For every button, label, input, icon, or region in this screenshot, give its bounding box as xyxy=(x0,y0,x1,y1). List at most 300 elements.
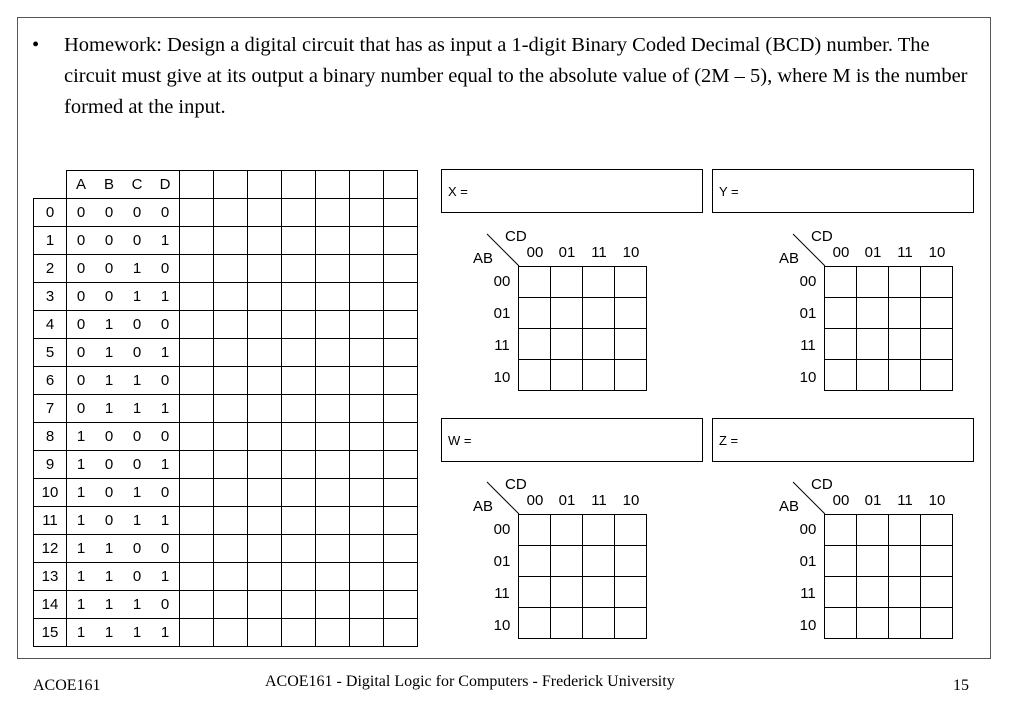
truth-table-row xyxy=(34,311,418,339)
blank-cell xyxy=(316,255,350,283)
blank-cell xyxy=(282,311,316,339)
cell-a: 0 xyxy=(67,283,96,311)
cell-a: 1 xyxy=(67,451,96,479)
cell-c: 1 xyxy=(123,255,151,283)
cell-c: 0 xyxy=(123,199,151,227)
kmap-row-header: 01 xyxy=(493,553,511,570)
footer-course-title: ACOE161 - Digital Logic for Computers - Frederick University xyxy=(265,673,675,690)
blank-cell xyxy=(214,619,248,647)
kmap-cell xyxy=(921,329,953,360)
kmap-cell xyxy=(889,546,921,577)
kmap-col-header: 00 xyxy=(832,244,850,261)
blank-cell xyxy=(214,535,248,563)
cell-d: 1 xyxy=(151,395,180,423)
kmap-cell xyxy=(519,267,551,298)
kmap-cell xyxy=(615,608,647,639)
kmap-cell xyxy=(857,329,889,360)
kmap-cell xyxy=(825,298,857,329)
row-index: 15 xyxy=(34,619,67,647)
kmap-col-header: 10 xyxy=(622,492,640,509)
kmap-cell xyxy=(583,298,615,329)
kmap-cell xyxy=(519,360,551,391)
kmap-row-header: 10 xyxy=(799,617,817,634)
blank-cell xyxy=(248,395,282,423)
blank-cell xyxy=(180,311,214,339)
blank-cell xyxy=(384,395,418,423)
kmap-ab-label: AB xyxy=(473,498,494,515)
cell-d: 1 xyxy=(151,339,180,367)
kmap-cell xyxy=(921,546,953,577)
blank-cell xyxy=(316,535,350,563)
blank-cell xyxy=(384,199,418,227)
blank-cell xyxy=(282,227,316,255)
kmap-row-header: 00 xyxy=(493,273,511,290)
cell-c: 0 xyxy=(123,563,151,591)
kmap-cell xyxy=(551,267,583,298)
cell-d: 1 xyxy=(151,227,180,255)
kmap-y xyxy=(779,228,989,398)
blank-cell xyxy=(282,423,316,451)
cell-b: 0 xyxy=(95,283,123,311)
kmap-cell xyxy=(825,608,857,639)
blank-cell xyxy=(180,283,214,311)
cell-c: 0 xyxy=(123,423,151,451)
kmap-col-header: 00 xyxy=(832,492,850,509)
blank-cell xyxy=(316,507,350,535)
kmap-col-header: 11 xyxy=(897,492,913,509)
kmap-grid-row xyxy=(825,577,953,608)
cell-d: 0 xyxy=(151,535,180,563)
row-index: 3 xyxy=(34,283,67,311)
blank-cell xyxy=(316,451,350,479)
cell-d: 1 xyxy=(151,563,180,591)
kmap-cell xyxy=(551,608,583,639)
kmap-cell xyxy=(583,608,615,639)
kmap-cell xyxy=(583,577,615,608)
kmap-row-header: 01 xyxy=(493,305,511,322)
footer-course-code: ACOE161 xyxy=(33,677,101,694)
kmap-grid-row xyxy=(825,546,953,577)
kmap-row-header: 11 xyxy=(800,337,816,354)
row-index: 11 xyxy=(34,507,67,535)
kmap-cell xyxy=(615,267,647,298)
cell-d: 0 xyxy=(151,311,180,339)
kmap-grid-row xyxy=(519,546,647,577)
row-index: 6 xyxy=(34,367,67,395)
footer-page-number: 15 xyxy=(953,677,969,694)
kmap-z xyxy=(779,476,989,646)
blank-cell xyxy=(214,339,248,367)
blank-cell xyxy=(180,395,214,423)
truth-table-row xyxy=(34,507,418,535)
cell-c: 1 xyxy=(123,283,151,311)
blank-cell xyxy=(350,563,384,591)
blank-cell xyxy=(350,199,384,227)
kmap-cell xyxy=(889,515,921,546)
blank-cell xyxy=(316,199,350,227)
kmap-cell xyxy=(889,577,921,608)
row-index: 0 xyxy=(34,199,67,227)
blank-cell xyxy=(248,563,282,591)
kmap-grid-row xyxy=(825,360,953,391)
blank-cell xyxy=(248,451,282,479)
blank-cell xyxy=(180,339,214,367)
cell-a: 0 xyxy=(67,339,96,367)
blank-cell xyxy=(214,199,248,227)
blank-cell xyxy=(384,451,418,479)
truth-table-body xyxy=(34,199,418,647)
blank-cell xyxy=(316,591,350,619)
blank-cell xyxy=(214,451,248,479)
blank-header xyxy=(350,171,384,199)
blank-cell xyxy=(214,367,248,395)
kmap-cd-label: CD xyxy=(505,228,527,245)
blank-header xyxy=(316,171,350,199)
truth-table-row xyxy=(34,591,418,619)
kmap-cell xyxy=(551,577,583,608)
kmap-row-header: 10 xyxy=(493,617,511,634)
blank-cell xyxy=(282,367,316,395)
cell-b: 0 xyxy=(95,423,123,451)
cell-b: 0 xyxy=(95,227,123,255)
blank-cell xyxy=(248,619,282,647)
bullet-icon: • xyxy=(32,34,40,56)
blank-cell xyxy=(282,339,316,367)
cell-b: 0 xyxy=(95,507,123,535)
kmap-row-header: 11 xyxy=(494,585,510,602)
truth-table-row xyxy=(34,227,418,255)
kmap-grid xyxy=(824,266,953,391)
blank-cell xyxy=(384,591,418,619)
kmap-grid xyxy=(518,266,647,391)
blank-cell xyxy=(214,283,248,311)
kmap-cd-label: CD xyxy=(811,228,833,245)
blank-cell xyxy=(214,591,248,619)
kmap-cell xyxy=(615,546,647,577)
kmap-cell xyxy=(519,329,551,360)
cell-d: 0 xyxy=(151,199,180,227)
blank-header xyxy=(384,171,418,199)
cell-b: 1 xyxy=(95,311,123,339)
cell-d: 0 xyxy=(151,423,180,451)
cell-a: 0 xyxy=(67,311,96,339)
equation-box-x: X = xyxy=(441,169,703,213)
blank-cell xyxy=(180,591,214,619)
kmap-cell xyxy=(889,329,921,360)
cell-a: 1 xyxy=(67,535,96,563)
kmap-grid-row xyxy=(825,267,953,298)
cell-a: 1 xyxy=(67,591,96,619)
kmap-col-header: 11 xyxy=(591,492,607,509)
kmap-row-header: 01 xyxy=(799,553,817,570)
kmap-col-header: 10 xyxy=(622,244,640,261)
blank-cell xyxy=(282,619,316,647)
truth-table-row xyxy=(34,395,418,423)
blank-cell xyxy=(350,591,384,619)
blank-cell xyxy=(350,311,384,339)
kmap-grid-row xyxy=(519,329,647,360)
row-index: 13 xyxy=(34,563,67,591)
blank-cell xyxy=(180,227,214,255)
kmap-cell xyxy=(857,608,889,639)
blank-cell xyxy=(316,395,350,423)
blank-cell xyxy=(248,339,282,367)
kmap-cd-label: CD xyxy=(505,476,527,493)
kmap-cell xyxy=(857,267,889,298)
cell-b: 0 xyxy=(95,451,123,479)
kmap-cell xyxy=(551,515,583,546)
cell-a: 1 xyxy=(67,563,96,591)
blank-cell xyxy=(180,507,214,535)
cell-b: 0 xyxy=(95,479,123,507)
blank-cell xyxy=(350,451,384,479)
row-index: 2 xyxy=(34,255,67,283)
kmap-col-header: 11 xyxy=(591,244,607,261)
blank-cell xyxy=(248,423,282,451)
blank-cell xyxy=(248,479,282,507)
kmap-w xyxy=(473,476,683,646)
kmap-grid xyxy=(824,514,953,639)
cell-a: 0 xyxy=(67,367,96,395)
kmap-cell xyxy=(519,298,551,329)
truth-table-row xyxy=(34,479,418,507)
kmap-grid-row xyxy=(519,577,647,608)
blank-cell xyxy=(316,227,350,255)
blank-cell xyxy=(282,563,316,591)
kmap-cell xyxy=(889,298,921,329)
blank-cell xyxy=(384,479,418,507)
kmap-cell xyxy=(921,608,953,639)
homework-text: Homework: Design a digital circuit that has as input a 1-digit Binary Coded Decimal (BCD) number. The circuit must give at its output a binary number equal to the absolute value of (2M – 5), where M is the number formed at the input. xyxy=(64,34,968,118)
cell-b: 1 xyxy=(95,339,123,367)
truth-table-row xyxy=(34,535,418,563)
kmap-row-header: 00 xyxy=(799,273,817,290)
kmap-cell xyxy=(583,515,615,546)
blank-cell xyxy=(350,479,384,507)
blank-cell xyxy=(384,423,418,451)
blank-cell xyxy=(214,227,248,255)
kmap-row-header: 01 xyxy=(799,305,817,322)
kmap-cell xyxy=(551,329,583,360)
blank-cell xyxy=(282,255,316,283)
kmap-col-header: 00 xyxy=(526,492,544,509)
kmap-col-header: 11 xyxy=(897,244,913,261)
kmap-cell xyxy=(551,298,583,329)
cell-b: 1 xyxy=(95,619,123,647)
blank-cell xyxy=(214,423,248,451)
blank-cell xyxy=(282,535,316,563)
kmap-grid-row xyxy=(825,298,953,329)
blank-cell xyxy=(384,619,418,647)
cell-c: 0 xyxy=(123,535,151,563)
kmap-grid-row xyxy=(825,329,953,360)
cell-c: 1 xyxy=(123,591,151,619)
cell-b: 1 xyxy=(95,535,123,563)
blank-cell xyxy=(214,479,248,507)
truth-table-header xyxy=(34,171,418,199)
blank-header xyxy=(180,171,214,199)
row-index: 1 xyxy=(34,227,67,255)
kmap-row-header: 00 xyxy=(799,521,817,538)
kmap-cell xyxy=(551,360,583,391)
blank-cell xyxy=(350,535,384,563)
blank-cell xyxy=(180,451,214,479)
blank-cell xyxy=(384,367,418,395)
blank-cell xyxy=(316,283,350,311)
blank-cell xyxy=(316,339,350,367)
cell-d: 0 xyxy=(151,591,180,619)
blank-cell xyxy=(248,507,282,535)
cell-c: 1 xyxy=(123,395,151,423)
row-index: 10 xyxy=(34,479,67,507)
kmap-row-header: 11 xyxy=(800,585,816,602)
kmap-cell xyxy=(615,329,647,360)
kmap-cell xyxy=(921,515,953,546)
row-index: 8 xyxy=(34,423,67,451)
kmap-col-header: 00 xyxy=(526,244,544,261)
kmap-row-header: 10 xyxy=(799,369,817,386)
blank-cell xyxy=(316,563,350,591)
kmap-cell xyxy=(889,608,921,639)
blank-cell xyxy=(248,199,282,227)
kmap-cell xyxy=(583,267,615,298)
kmap-cell xyxy=(857,546,889,577)
cell-c: 1 xyxy=(123,479,151,507)
blank-cell xyxy=(350,339,384,367)
blank-cell xyxy=(214,563,248,591)
kmap-cell xyxy=(615,515,647,546)
kmap-cell xyxy=(825,515,857,546)
cell-d: 1 xyxy=(151,507,180,535)
kmap-cell xyxy=(825,546,857,577)
cell-b: 1 xyxy=(95,563,123,591)
cell-a: 0 xyxy=(67,199,96,227)
truth-table-row xyxy=(34,451,418,479)
blank-cell xyxy=(180,423,214,451)
blank-header xyxy=(214,171,248,199)
blank-cell xyxy=(282,591,316,619)
kmap-col-header: 01 xyxy=(864,244,882,261)
cell-d: 1 xyxy=(151,451,180,479)
kmap-cell xyxy=(615,298,647,329)
kmap-ab-label: AB xyxy=(473,250,494,267)
blank-cell xyxy=(384,283,418,311)
kmap-cell xyxy=(825,577,857,608)
kmap-grid-row xyxy=(825,515,953,546)
blank-cell xyxy=(248,591,282,619)
corner-cell xyxy=(34,171,67,199)
header-a: A xyxy=(67,171,96,199)
blank-cell xyxy=(180,563,214,591)
truth-table-row xyxy=(34,563,418,591)
kmap-cell xyxy=(857,577,889,608)
blank-cell xyxy=(282,395,316,423)
blank-cell xyxy=(282,199,316,227)
kmap-cell xyxy=(583,360,615,391)
cell-c: 1 xyxy=(123,367,151,395)
kmap-grid-row xyxy=(519,360,647,391)
blank-cell xyxy=(350,283,384,311)
kmap-cell xyxy=(825,360,857,391)
cell-a: 1 xyxy=(67,619,96,647)
blank-cell xyxy=(350,507,384,535)
cell-a: 0 xyxy=(67,395,96,423)
row-index: 12 xyxy=(34,535,67,563)
truth-table-row xyxy=(34,199,418,227)
cell-b: 1 xyxy=(95,395,123,423)
blank-header xyxy=(248,171,282,199)
kmap-cell xyxy=(519,515,551,546)
kmap-cell xyxy=(889,267,921,298)
blank-cell xyxy=(248,255,282,283)
blank-cell xyxy=(350,227,384,255)
blank-cell xyxy=(180,255,214,283)
cell-c: 0 xyxy=(123,227,151,255)
blank-cell xyxy=(282,283,316,311)
blank-cell xyxy=(384,563,418,591)
blank-cell xyxy=(282,479,316,507)
blank-cell xyxy=(350,395,384,423)
equation-box-w: W = xyxy=(441,418,703,462)
blank-cell xyxy=(180,199,214,227)
kmap-cell xyxy=(921,267,953,298)
kmap-cell xyxy=(857,360,889,391)
kmap-cell xyxy=(825,329,857,360)
kmap-cell xyxy=(921,360,953,391)
kmap-x xyxy=(473,228,683,398)
blank-cell xyxy=(350,619,384,647)
kmap-cell xyxy=(519,546,551,577)
blank-cell xyxy=(248,227,282,255)
kmap-cd-label: CD xyxy=(811,476,833,493)
kmap-cell xyxy=(583,546,615,577)
row-index: 14 xyxy=(34,591,67,619)
kmap-cell xyxy=(889,360,921,391)
cell-d: 1 xyxy=(151,619,180,647)
blank-cell xyxy=(384,339,418,367)
kmap-row-header: 00 xyxy=(493,521,511,538)
kmap-ab-label: AB xyxy=(779,498,800,515)
kmap-col-header: 01 xyxy=(864,492,882,509)
kmap-row-header: 10 xyxy=(493,369,511,386)
blank-cell xyxy=(214,395,248,423)
kmap-cell xyxy=(921,577,953,608)
kmap-col-header: 10 xyxy=(928,244,946,261)
kmap-col-header: 01 xyxy=(558,492,576,509)
kmap-cell xyxy=(519,577,551,608)
equation-box-y: Y = xyxy=(712,169,974,213)
cell-b: 1 xyxy=(95,591,123,619)
blank-cell xyxy=(214,507,248,535)
cell-a: 1 xyxy=(67,423,96,451)
blank-cell xyxy=(248,283,282,311)
kmap-ab-label: AB xyxy=(779,250,800,267)
blank-cell xyxy=(384,507,418,535)
cell-b: 1 xyxy=(95,367,123,395)
blank-cell xyxy=(180,619,214,647)
cell-b: 0 xyxy=(95,255,123,283)
blank-cell xyxy=(384,311,418,339)
kmap-cell xyxy=(583,329,615,360)
blank-cell xyxy=(282,451,316,479)
kmap-cell xyxy=(825,267,857,298)
truth-table-row xyxy=(34,283,418,311)
blank-header xyxy=(282,171,316,199)
blank-cell xyxy=(180,479,214,507)
cell-a: 0 xyxy=(67,255,96,283)
cell-c: 1 xyxy=(123,619,151,647)
kmap-grid-row xyxy=(519,608,647,639)
